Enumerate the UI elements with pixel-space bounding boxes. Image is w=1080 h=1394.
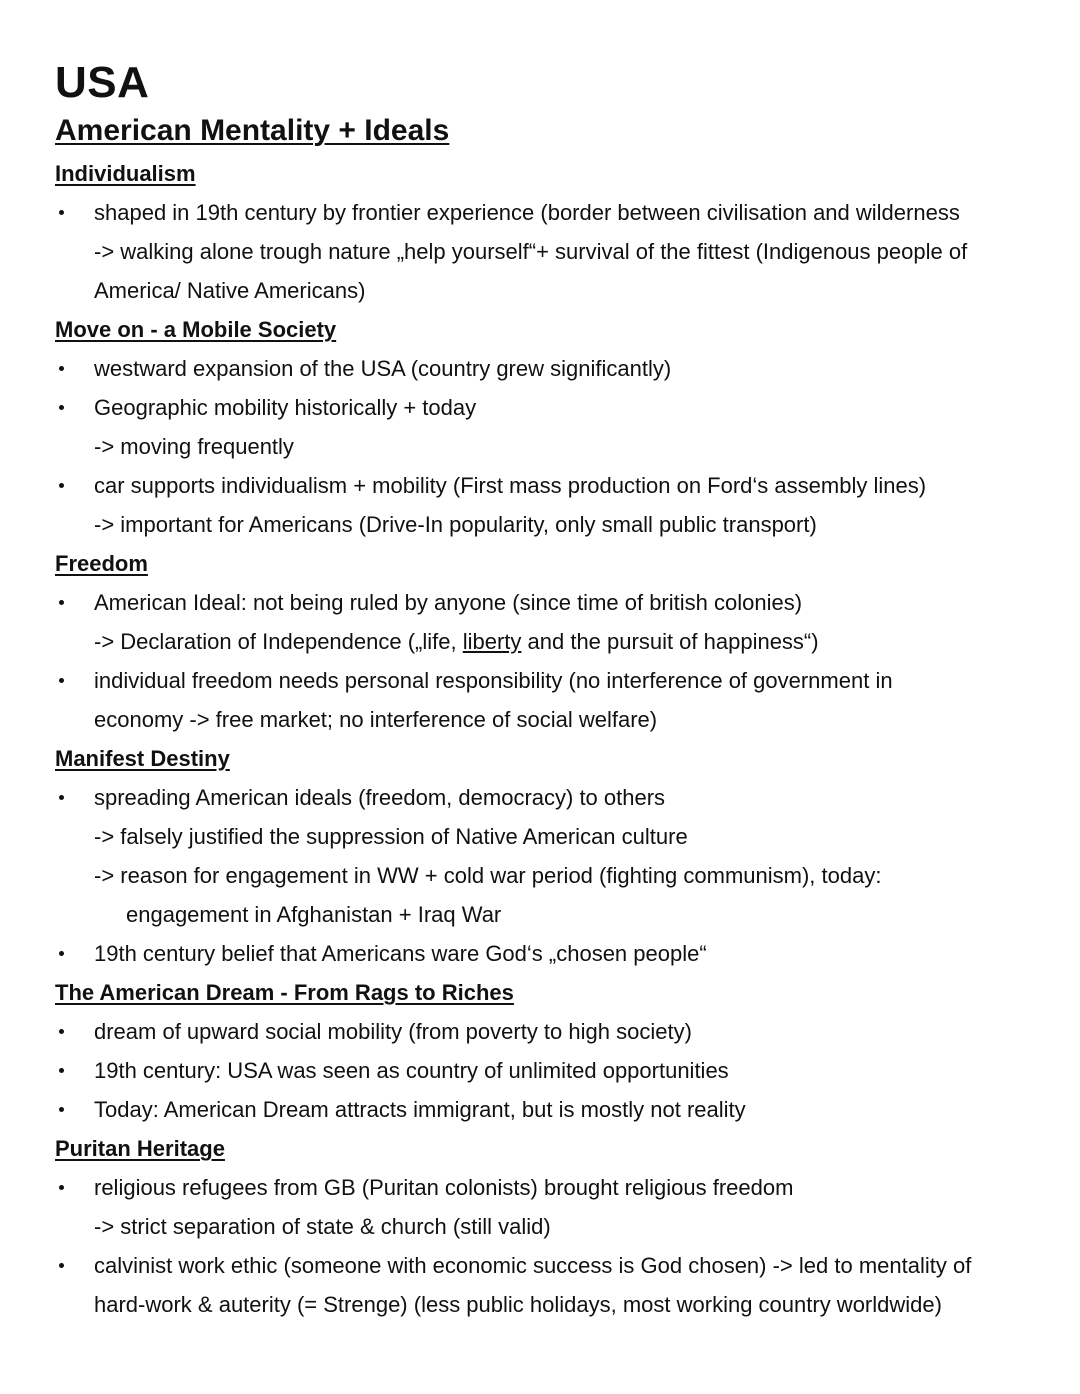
bullet-text: 19th century: USA was seen as country of unlimited opportunities [94, 1058, 729, 1083]
bullet-text: westward expansion of the USA (country grew significantly) [94, 356, 672, 381]
bullet-text: hard-work & auterity (= Strenge) (less public holidays, most working country worldwide) [94, 1292, 942, 1317]
bullet-item [55, 193, 1040, 310]
bullet-item [55, 466, 1040, 544]
section-heading: Individualism [55, 161, 196, 186]
bullet-text: -> strict separation of state & church (still valid) [94, 1214, 551, 1239]
bullet-list [55, 349, 1040, 544]
bullet-text: dream of upward social mobility (from poverty to high society) [94, 1019, 692, 1044]
section-heading: Move on - a Mobile Society [55, 317, 337, 342]
underlined-word: liberty [462, 629, 522, 654]
bullet-list [55, 778, 1040, 973]
section-manifest-destiny [55, 739, 1040, 973]
bullet-item [55, 1246, 1040, 1324]
bullet-item [55, 1090, 1040, 1129]
bullet-text: engagement in Afghanistan + Iraq War [126, 902, 502, 927]
bullet-text: Today: American Dream attracts immigrant, but is mostly not reality [94, 1097, 746, 1122]
text-segment: and the pursuit of happiness“) [521, 629, 819, 654]
bullet-list [55, 193, 1040, 310]
bullet-text [94, 622, 1040, 661]
bullet-text: -> walking alone trough nature „help yourself“+ survival of the fittest (Indigenous people of [94, 239, 968, 264]
section-heading: The American Dream - From Rags to Riches [55, 980, 514, 1005]
bullet-text: Geographic mobility historically + today [94, 395, 477, 420]
section-mobile-society [55, 310, 1040, 544]
bullet-text: car supports individualism + mobility (First mass production on Ford‘s assembly lines) [94, 473, 927, 498]
document-subtitle: American Mentality + Ideals [55, 114, 450, 147]
bullet-list [55, 1012, 1040, 1129]
bullet-text: -> moving frequently [94, 434, 294, 459]
section-puritan-heritage [55, 1129, 1040, 1324]
bullet-text: 19th century belief that Americans ware God‘s „chosen people“ [94, 941, 707, 966]
section-heading: Freedom [55, 551, 148, 576]
bullet-text: shaped in 19th century by frontier experience (border between civilisation and wilderness [94, 200, 960, 225]
bullet-item [55, 934, 1040, 973]
section-american-dream [55, 973, 1040, 1129]
bullet-item [55, 778, 1040, 934]
bullet-text: spreading American ideals (freedom, democracy) to others [94, 785, 666, 810]
bullet-item [55, 1168, 1040, 1246]
text-segment: -> Declaration of Independence („life, [94, 629, 463, 654]
section-heading: Manifest Destiny [55, 746, 230, 771]
section-heading: Puritan Heritage [55, 1136, 225, 1161]
bullet-list [55, 1168, 1040, 1324]
bullet-list [55, 583, 1040, 739]
bullet-text: -> important for Americans (Drive-In popularity, only small public transport) [94, 512, 817, 537]
bullet-text: American Ideal: not being ruled by anyone (since time of british colonies) [94, 590, 803, 615]
bullet-text: -> falsely justified the suppression of Native American culture [94, 824, 688, 849]
section-freedom [55, 544, 1040, 739]
bullet-item [55, 1012, 1040, 1051]
bullet-text: America/ Native Americans) [94, 278, 366, 303]
bullet-text: individual freedom needs personal responsibility (no interference of government in [94, 668, 893, 693]
bullet-text: religious refugees from GB (Puritan colonists) brought religious freedom [94, 1175, 794, 1200]
document-title: USA [55, 58, 150, 107]
bullet-item [55, 661, 1040, 739]
bullet-item [55, 349, 1040, 388]
bullet-item [55, 1051, 1040, 1090]
section-individualism [55, 154, 1040, 310]
bullet-text: calvinist work ethic (someone with economic success is God chosen) -> led to mentality of [94, 1253, 972, 1278]
bullet-item [55, 583, 1040, 661]
bullet-item [55, 388, 1040, 466]
bullet-text: -> reason for engagement in WW + cold war period (fighting communism), today: [94, 863, 882, 888]
bullet-text: economy -> free market; no interference of social welfare) [94, 707, 658, 732]
